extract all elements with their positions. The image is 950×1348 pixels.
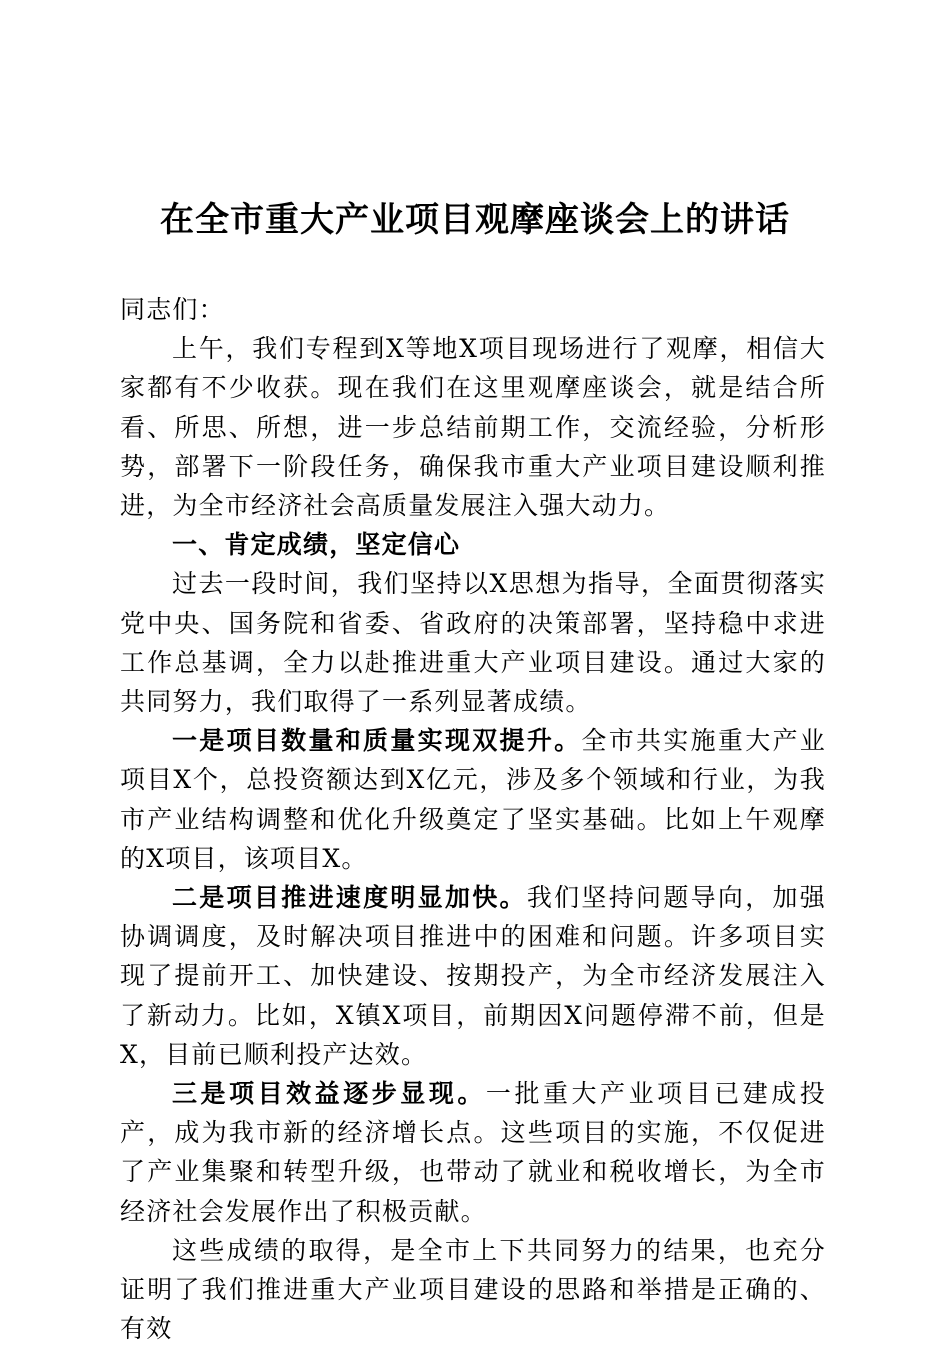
point-text-1: 全市共实施重大产业项目X个，总投资额达到X亿元，涉及多个领域和行业，为我市产业结构调整和优化升级奠定了坚实基础。比如上午观摩的X项目，该项目X。 [120,726,826,873]
section-opening-paragraph: 过去一段时间，我们坚持以X思想为指导，全面贯彻落实党中央、国务院和省委、省政府的决策部署，坚持稳中求进工作总基调，全力以赴推进重大产业项目建设。通过大家的共同努力，我们取得了一系列显著成绩。 [120,569,826,717]
document-body [120,290,826,1348]
intro-paragraph: 上午，我们专程到X等地X项目现场进行了观摩，相信大家都有不少收获。现在我们在这里观摩座谈会，就是结合所看、所思、所想，进一步总结前期工作，交流经验，分析形势，部署下一阶段任务，确保我市重大产业项目建设顺利推进，为全市经济社会高质量发展注入强大动力。 [120,334,826,521]
salutation: 同志们： [120,295,225,324]
closing-paragraph: 这些成绩的取得，是全市上下共同努力的结果，也充分证明了我们推进重大产业项目建设的思路和举措是正确的、有效 [120,1235,826,1344]
point-lead-2: 二是项目推进速度明显加快。 [172,883,527,913]
document-title: 在全市重大产业项目观摩座谈会上的讲话 [160,200,790,240]
point-text-3: 一批重大产业项目已建成投产，成为我市新的经济增长点。这些项目的实施，不仅促进了产业集聚和转型升级，也带动了就业和税收增长，为全市经济社会发展作出了积极贡献。 [120,1079,827,1226]
point-text-2: 我们坚持问题导向，加强协调调度，及时解决项目推进中的困难和问题。许多项目实现了提前开工、加快建设、按期投产，为全市经济发展注入了新动力。比如，X镇X项目，前期因X问题停滞不前，但是X，目前已顺利投产达效。 [120,883,826,1069]
point-paragraph-3 [120,1074,826,1231]
point-lead-1: 一是项目数量和质量实现双提升。 [172,726,582,756]
section-heading: 一、肯定成绩，坚定信心 [172,530,461,560]
point-lead-3: 三是项目效益逐步显现。 [172,1079,486,1109]
point-paragraph-1 [120,721,826,878]
point-paragraph-2 [120,878,826,1074]
